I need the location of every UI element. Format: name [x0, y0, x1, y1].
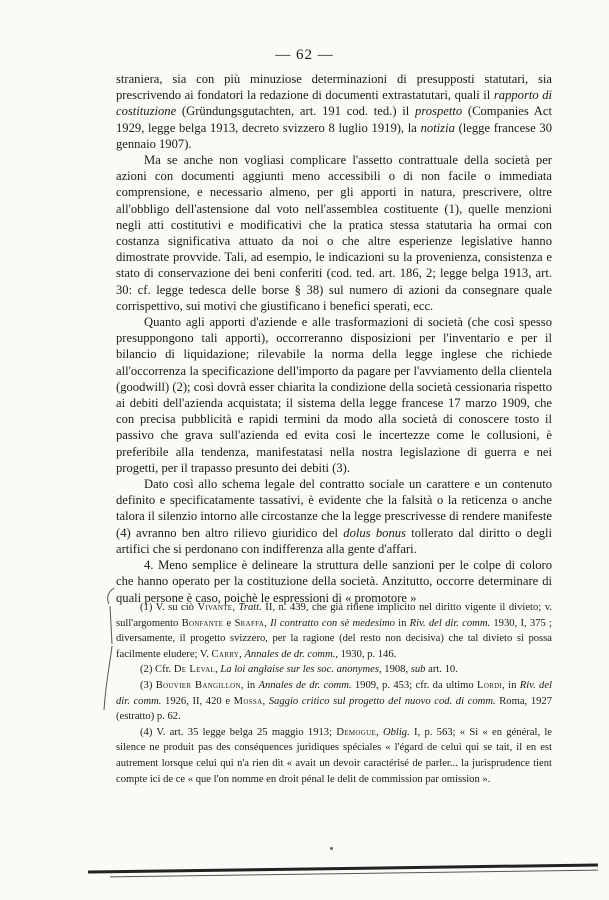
footnotes: [116, 600, 552, 787]
text-run: (3): [140, 679, 156, 691]
text-run: Quanto agli apporti d'aziende e alle trasformazioni di società (che così spesso presuppongono tali apporti), occorreranno disposizioni per l'inventario e per il bilancio di liquidazione; rilevabile la norma della legge inglese che richiede all'occorrenza la specificazione dell'importo da pagare per l'avviamento della clientela (goodwill) (2); così dovrà esser chiarita la condizione della società cessionaria rispetto ai debiti dell'azienda acquistata; il sistema della legge francese 17 marzo 1909, che con precisa pubblicità e rapidi termini da modo alla società di conoscere tosto il passivo che grava sull'azienda ed evita così le incertezze come le collusioni, è preferibile alla tendenza, manifestatasi nella nostra legislazione di guerra e nei progetti, per il trapasso presunto dei debiti (3).: [116, 315, 552, 475]
italic-run: prospetto: [415, 104, 463, 119]
text-run: straniera, sia con più minuziose determinazioni di presupposti statutari, sia prescrivendo ai fondatori la redazione di documenti extrastatutari, quali il: [116, 72, 552, 103]
text-run: 4. Meno semplice è delineare la struttura delle sanzioni per le colpe di coloro che hanno operato per la costituzione della società. Anzitutto, occorre determinare di quali persone è caso, poichè le espressioni di « promotore »: [116, 558, 552, 605]
author-name: Mossa: [233, 695, 263, 707]
paragraph-1: [116, 71, 552, 152]
paragraph-5-section-4: [116, 557, 552, 606]
ink-speck: [330, 847, 333, 850]
italic-run: Riv. del dir. comm.: [409, 617, 491, 629]
page-number: — 62 —: [275, 47, 334, 63]
footnote-1: [116, 600, 552, 662]
italic-run: Il contratto con sè medesimo: [270, 617, 395, 629]
text-run: 1926, II, 420 e: [161, 695, 234, 707]
footnote-4: [116, 725, 552, 787]
text-run: Ma se anche non vogliasi complicare l'assetto contrattuale della società per azioni con documenti aggiunti meno accessibili o di non facile o immediata comprensione, e necessario almeno, per gli apporti in natura, prescrivere, oltre all'obbligo dell'astensione dal voto nell'assemblea costituente (1), quelle menzioni negli atti costitutivi e modificativi che la pratica stessa statutaria ha ormai con costanza significativa attuato da noi o che altre esperienze legislative hanno dimostrate provvide. Tali, ad esempio, le indicazioni su la provenienza, consistenza e stato di conservazione dei beni conferiti (cod. ted. art. 186, 2; legge belga 1913, art. 30: cf. legge tedesca delle borse § 38) sul numero di azioni da consegnare quale corrispettivo, sui motivi che giustificano i benefici sperati, ecc.: [116, 153, 552, 313]
text-run: (Gründungsgutachten, art. 191 cod. ted.) il: [176, 104, 416, 119]
italic-run: sub: [410, 664, 426, 676]
text-run: Dato così allo schema legale del contratto sociale un carattere e un contenuto definito e specificatamente tassativi, è evidente che la falsità o la reticenza o anche talora il silenzio intorno alle circostanze che la legge prescrivesse di rendere manifeste (4) avranno ben altro rilievo giuridico del: [116, 477, 552, 540]
author-name: Carry: [211, 648, 240, 660]
text-run: ,: [262, 695, 269, 707]
italic-run: Riv. del dir. comm.: [116, 679, 553, 707]
italic-run: Annales de dr. comm.: [244, 648, 336, 660]
paragraph-2: [116, 152, 552, 314]
text-run: ,: [215, 664, 221, 676]
italic-run: dolus bonus: [343, 525, 406, 540]
footnote-2: [116, 662, 552, 678]
italic-run: notizia: [420, 120, 455, 135]
italic-run: La loi anglaise sur les soc. anonymes: [220, 664, 379, 676]
author-name: Bonfante: [181, 617, 224, 629]
text-run: ,: [264, 617, 271, 629]
text-run: ,: [239, 648, 245, 660]
author-name: Demogue: [336, 726, 377, 738]
footnote-3: [116, 678, 552, 725]
text-run: (legge francese 30 gennaio 1907).: [116, 120, 553, 151]
text-run: 1909, p. 453; cfr. da ultimo: [351, 679, 478, 691]
text-run: II, n. 439, che già ritiene implicito nel diritto vigente il divieto; v. sull'argomento: [116, 602, 552, 629]
text-run: (2) Cfr.: [140, 664, 174, 676]
italic-run: Saggio critico sul progetto del nuovo cod. di comm.: [268, 695, 496, 707]
text-run: , 1908,: [378, 664, 411, 676]
paragraph-4: [116, 476, 552, 557]
italic-run: Tratt.: [238, 602, 262, 613]
author-name: Vivante: [197, 602, 233, 613]
text-run: ,: [376, 726, 383, 738]
paragraph-3: [116, 314, 552, 476]
text-run: art. 10.: [425, 664, 458, 676]
text-run: 1930, I, 375 ; diversamente, il progetto svizzero, per la ragione (del resto non decisiva) che tal divieto si possa facilmente eludere; V.: [116, 617, 552, 660]
author-name: Sraffa: [234, 617, 265, 629]
text-run: tollerato dal diritto o degli artifici che si perdonano con indifferenza alla gente d'affari.: [116, 525, 552, 556]
handwritten-margin-mark: [100, 584, 120, 714]
author-name: Bouvier Bangillon: [155, 679, 241, 691]
text-run: in: [394, 617, 410, 629]
body-text: [116, 71, 552, 606]
text-run: , in: [240, 679, 259, 691]
italic-run: rapporto di costituzione: [116, 88, 553, 119]
author-name: Lordi: [477, 679, 503, 691]
italic-run: Annales de dr. comm.: [258, 679, 352, 691]
italic-run: Oblig.: [382, 726, 410, 738]
text-run: (Companies Act 1929, legge belga 1913, decreto svizzero 8 luglio 1919), la: [116, 104, 552, 135]
text-run: Roma, 1927 (estratto) p. 62.: [116, 695, 553, 723]
text-run: (4) V. art. 35 legge belga 25 maggio 1913;: [140, 726, 337, 738]
text-run: e: [223, 617, 235, 629]
text-run: , 1930, p. 146.: [335, 648, 397, 660]
text-run: I, p. 563; « Si « en général, le silence ne produit pas des conséquences juridiques spéciales « l'égard de celui qui se tait, il en est autrement lorsque celui qui n'a rien dit « avait un devoir caractérisé de parler... la jurisprudence tient compte ici de ce « que l'on nomme en droit pénal le delit de commission par omission ».: [116, 726, 553, 785]
author-name: De Leval: [173, 664, 216, 676]
text-run: (1) V. su ciò: [140, 602, 198, 613]
text-run: , in: [502, 679, 520, 691]
bottom-edge-rule: [88, 863, 598, 873]
text-run: ,: [232, 602, 239, 613]
